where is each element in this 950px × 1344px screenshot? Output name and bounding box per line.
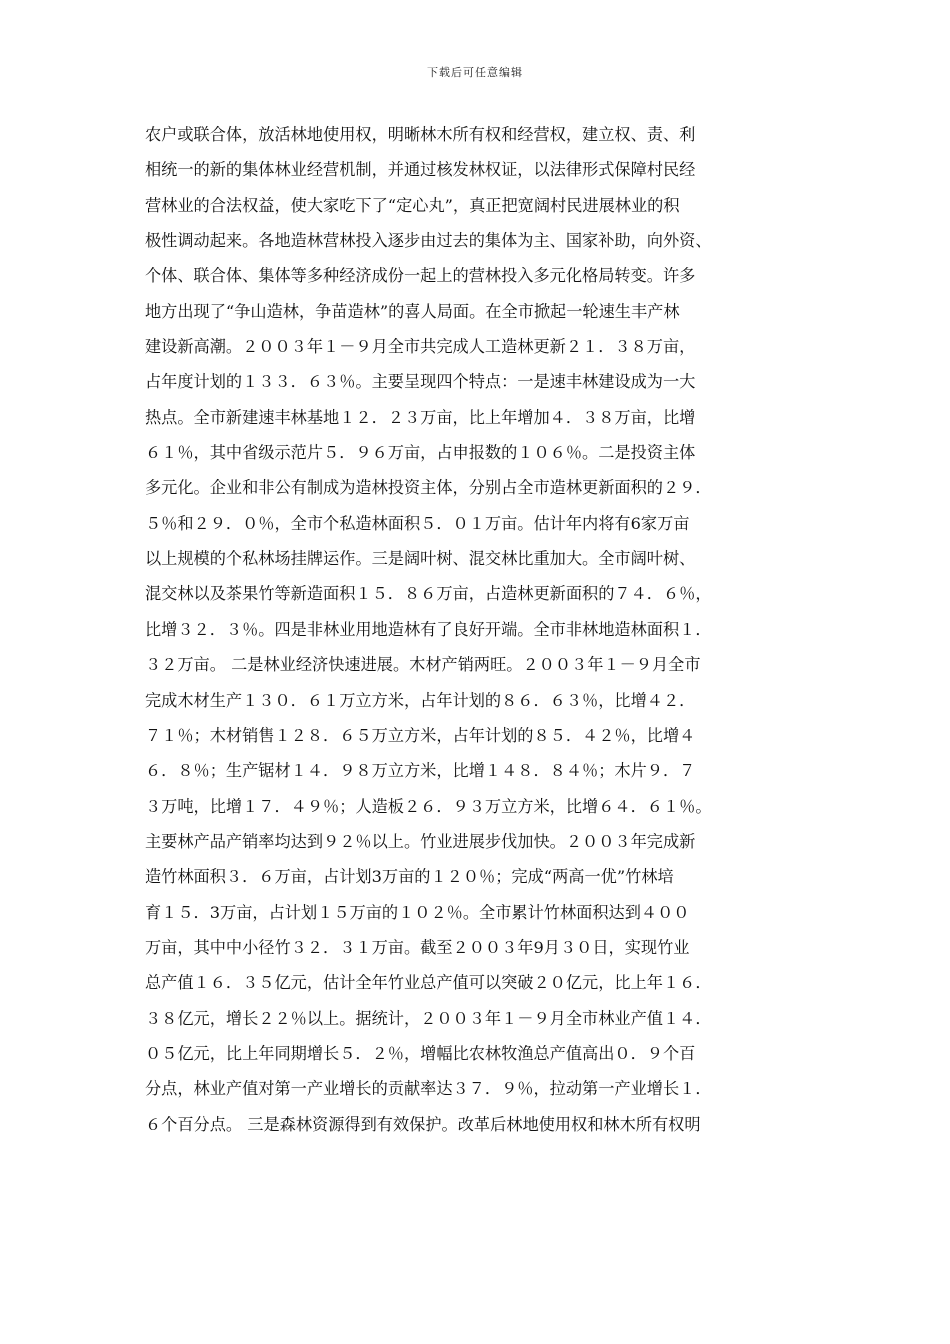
text-line: ６１％，其中省级示范片５．９６万亩，占申报数的１０６％。二是投资主体	[145, 443, 696, 463]
text-line: 多元化。企业和非公有制成为造林投资主体，分别占全市造林更新面积的２９．	[145, 478, 712, 498]
text-line: 万亩，其中中小径竹３２．３１万亩。截至２００３年9月３０日，实现竹业	[145, 937, 690, 957]
text-line: ５％和２９．０％，全市个私造林面积５．０１万亩。估计年内将有6家万亩	[145, 513, 690, 533]
text-line: 个体、联合体、集体等多种经济成份一起上的营林投入多元化格局转变。许多	[145, 266, 696, 286]
text-line: 占年度计划的１３３．６３％。主要呈现四个特点：一是速丰林建设成为一大	[145, 372, 696, 392]
text-line: 比增３２．３％。四是非林业用地造林有了良好开端。全市非林地造林面积１．	[145, 619, 712, 639]
text-line: 营林业的合法权益，使大家吃下了“定心丸”，真正把宽阔村民进展林业的积	[145, 195, 680, 215]
text-line: ６．８％；生产锯材１４．９８万立方米，比增１４８．８４％；木片９．７	[145, 761, 696, 781]
text-line: 以上规模的个私林场挂牌运作。三是阔叶树、混交林比重加大。全市阔叶树、	[145, 549, 696, 569]
text-line: 农户或联合体，放活林地使用权，明晰林木所有权和经营权，建立权、责、利	[145, 125, 696, 144]
text-line: ０５亿元，比上年同期增长５．２％，增幅比农林牧渔总产值高出０．９个百	[145, 1043, 696, 1063]
text-line: 分点，林业产值对第一产业增长的贡献率达３７．９％，拉动第一产业增长１．	[145, 1079, 712, 1099]
text-line: 完成木材生产１３０．６１万立方米，占年计划的８６．６３％，比增４２．	[145, 690, 696, 710]
text-line: 热点。全市新建速丰林基地１２．２３万亩，比上年增加４．３８万亩，比增	[145, 407, 696, 427]
text-line: ３２万亩。 二是林业经济快速进展。木材产销两旺。２００３年１－９月全市	[145, 655, 701, 675]
text-line: 总产值１６．３５亿元，估计全年竹业总产值可以突破２０亿元，比上年１６．	[145, 973, 712, 993]
text-line: 造竹林面积３．６万亩，占计划3万亩的１２０％；完成“两高一优”竹林培	[145, 867, 674, 887]
text-line: 育１５．3万亩，占计划１５万亩的１０２％。全市累计竹林面积达到４００	[145, 902, 690, 922]
text-line: ６个百分点。 三是森林资源得到有效保护。改革后林地使用权和林木所有权明	[145, 1114, 701, 1134]
text-line: 主要林产品产销率均达到９２％以上。竹业进展步伐加快。２００３年完成新	[145, 831, 696, 851]
text-line: 相统一的新的集体林业经营机制，并通过核发林权证，以法律形式保障村民经	[145, 160, 696, 180]
page-header: 下载后可任意编辑	[427, 66, 523, 79]
text-line: ３万吨，比增１７．４９％；人造板２６．９３万立方米，比增６４．６１％。	[145, 796, 712, 816]
text-line: 混交林以及茶果竹等新造面积１５．８６万亩，占造林更新面积的７４．６％，	[145, 584, 712, 604]
text-line: ７１％；木材销售１２８．６５万立方米，占年计划的８５．４２％，比增４	[145, 725, 696, 745]
body-text	[145, 117, 825, 1142]
text-line: ３８亿元，增长２２％以上。据统计，２００３年１－９月全市林业产值１４．	[145, 1008, 712, 1028]
text-line: 建设新高潮。２００３年１－９月全市共完成人工造林更新２１．３８万亩，	[145, 337, 696, 357]
text-line: 地方出现了“争山造林，争苗造林”的喜人局面。在全市掀起一轮速生丰产林	[145, 301, 680, 321]
text-line: 极性调动起来。各地造林营林投入逐步由过去的集体为主、国家补助，向外资、	[145, 231, 712, 251]
